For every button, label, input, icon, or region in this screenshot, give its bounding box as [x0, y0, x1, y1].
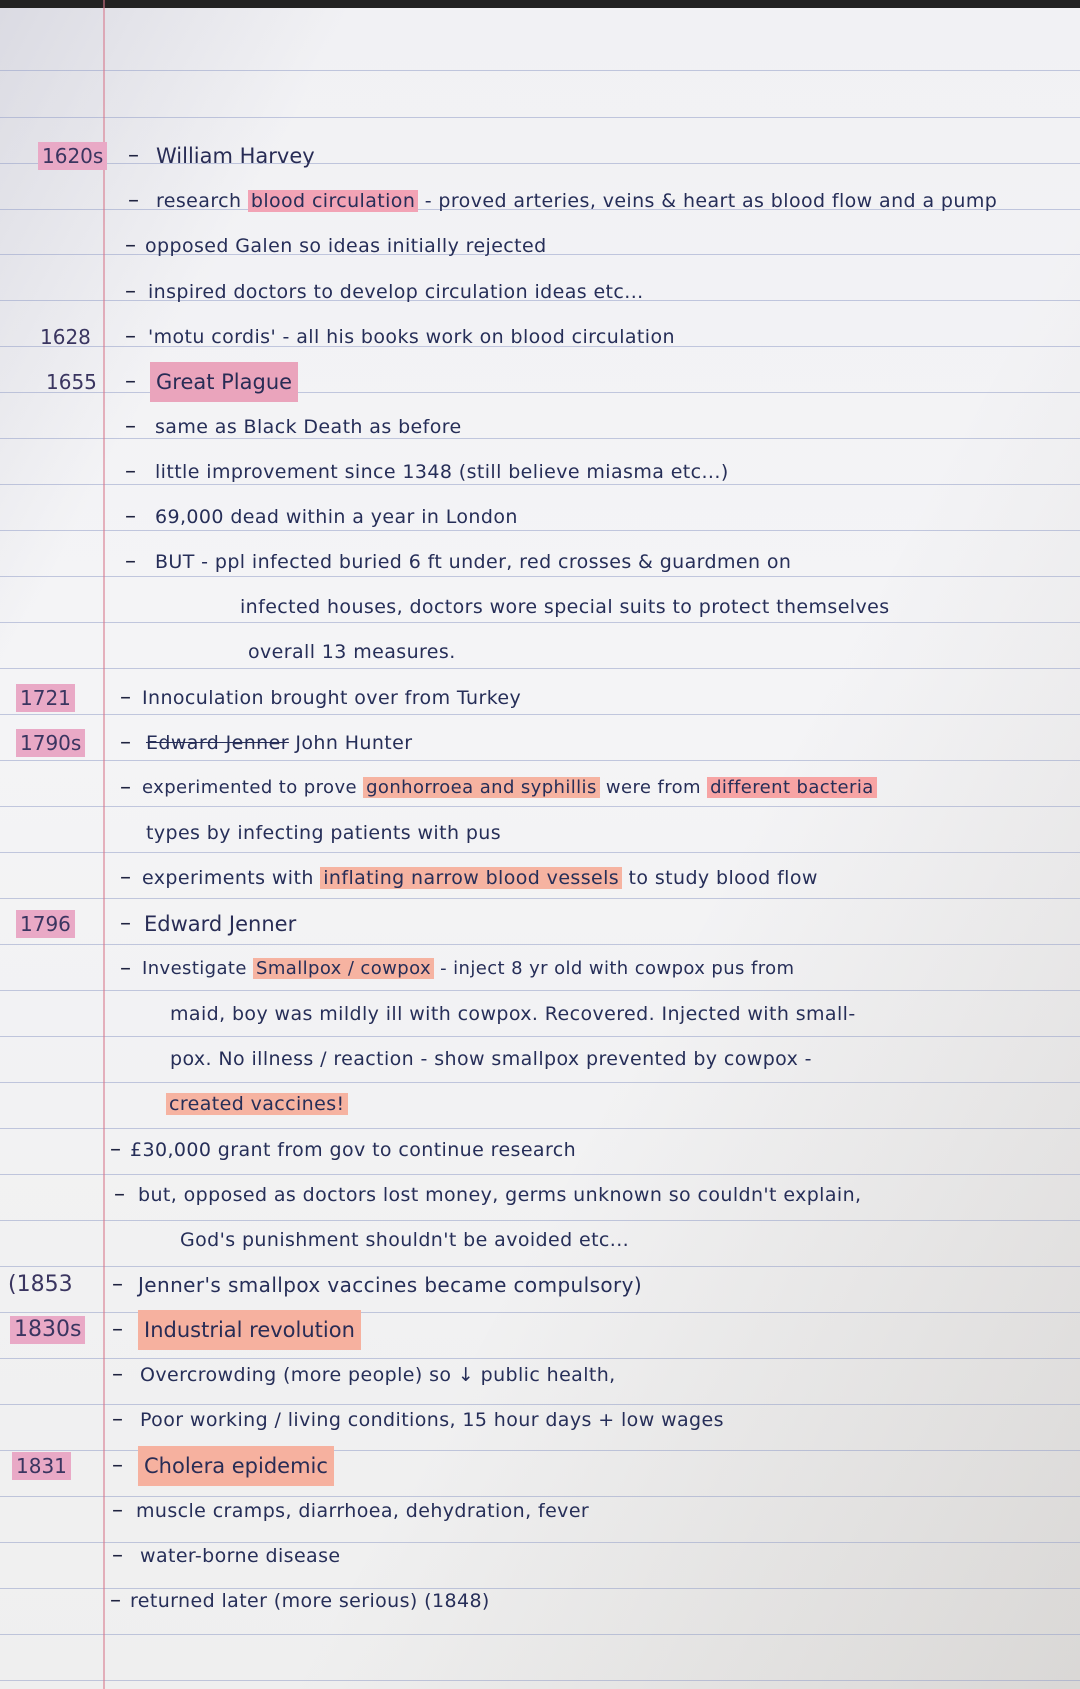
note-line: [0, 452, 1080, 492]
ruled-line: [0, 898, 1080, 899]
date-label: 1721: [16, 684, 75, 712]
note-line: [0, 678, 1080, 718]
bullet-dash: –: [120, 911, 131, 936]
note-text: pox. No illness / reaction - show smallpox prevented by cowpox -: [170, 1048, 812, 1070]
note-text: Poor working / living conditions, 15 hour days + low wages: [140, 1409, 724, 1431]
note-line: [0, 1310, 1080, 1350]
bullet-dash: –: [125, 279, 136, 304]
note-text: [146, 723, 412, 763]
bullet-dash: –: [125, 549, 136, 574]
note-text: £30,000 grant from gov to continue research: [130, 1139, 577, 1161]
date-label: 1831: [12, 1452, 71, 1480]
note-line: [0, 587, 1080, 627]
note-line: [0, 226, 1080, 266]
note-line: [0, 1220, 1080, 1260]
note-text-part: Investigate: [142, 958, 247, 979]
note-text: God's punishment shouldn't be avoided etc...: [180, 1229, 630, 1251]
note-text: [156, 181, 997, 221]
section-heading: Industrial revolution: [138, 1310, 361, 1350]
section-heading: Edward Jenner: [144, 912, 297, 936]
date-label: 1796: [16, 910, 75, 938]
note-line: [0, 1039, 1080, 1079]
bullet-dash: –: [128, 188, 139, 213]
note-line: [0, 858, 1080, 898]
note-text-part: to study blood flow: [628, 867, 818, 889]
note-text: maid, boy was mildly ill with cowpox. Recovered. Injected with small-: [170, 1003, 856, 1025]
bullet-dash: –: [110, 1588, 121, 1613]
note-text: BUT - ppl infected buried 6 ft under, red crosses & guardmen on: [155, 551, 792, 573]
bullet-dash: –: [114, 1182, 125, 1207]
date-label: 1628: [40, 325, 91, 349]
note-line: [0, 1355, 1080, 1395]
ruled-line: [0, 1082, 1080, 1083]
highlight: created vaccines!: [166, 1093, 348, 1115]
note-text: but, opposed as doctors lost money, germs unknown so couldn't explain,: [138, 1184, 862, 1206]
bullet-dash: –: [120, 775, 131, 800]
note-line: [0, 904, 1080, 944]
note-line: [0, 1581, 1080, 1621]
note-text: 69,000 dead within a year in London: [155, 506, 518, 528]
note-text-part: were from: [605, 777, 701, 798]
note-line: [0, 1446, 1080, 1486]
section-heading: Great Plague: [150, 362, 298, 402]
note-line: [0, 1491, 1080, 1531]
note-line: [0, 768, 1080, 808]
note-line: [0, 272, 1080, 312]
section-heading: Cholera epidemic: [138, 1446, 334, 1486]
section-heading: William Harvey: [156, 144, 315, 168]
bullet-dash: –: [112, 1453, 123, 1478]
highlight: gonhorroea and syphillis: [363, 777, 600, 798]
note-text: Innoculation brought over from Turkey: [142, 687, 522, 709]
highlight: Smallpox / cowpox: [253, 958, 434, 979]
note-text: infected houses, doctors wore special suits to protect themselves: [240, 596, 890, 618]
note-line: [0, 362, 1080, 402]
bullet-dash: –: [120, 865, 131, 890]
note-text: [166, 1084, 348, 1124]
struck-out-text: Edward Jenner: [146, 732, 289, 754]
highlight: different bacteria: [707, 777, 877, 798]
note-text: overall 13 measures.: [248, 641, 456, 663]
note-line: [0, 542, 1080, 582]
note-text: [142, 858, 818, 898]
note-text: 'motu cordis' - all his books work on blood circulation: [148, 326, 675, 348]
bullet-dash: –: [112, 1317, 123, 1342]
note-text-part: - inject 8 yr old with cowpox pus from: [440, 958, 795, 979]
highlight: blood circulation: [248, 190, 418, 212]
bullet-dash: –: [112, 1407, 123, 1432]
date-label: 1655: [46, 370, 97, 394]
bullet-dash: –: [120, 685, 131, 710]
note-text: same as Black Death as before: [155, 416, 462, 438]
note-text: opposed Galen so ideas initially rejected: [145, 235, 547, 257]
note-line: [0, 181, 1080, 221]
note-text: inspired doctors to develop circulation ideas etc...: [148, 281, 644, 303]
date-label: 1790s: [16, 729, 85, 757]
ruled-line: [0, 1634, 1080, 1635]
bullet-dash: –: [128, 143, 139, 168]
ruled-line: [0, 1128, 1080, 1129]
note-line: [0, 813, 1080, 853]
bullet-dash: –: [125, 504, 136, 529]
date-label: 1830s: [10, 1316, 85, 1344]
note-line: [0, 1130, 1080, 1170]
bullet-dash: –: [125, 414, 136, 439]
note-line: [0, 632, 1080, 672]
ruled-line: [0, 117, 1080, 118]
note-text: water-borne disease: [140, 1545, 341, 1567]
bullet-dash: –: [112, 1498, 123, 1523]
ruled-line: [0, 1680, 1080, 1681]
note-line: [0, 723, 1080, 763]
bullet-dash: –: [125, 369, 136, 394]
bullet-dash: –: [125, 324, 136, 349]
note-line: [0, 136, 1080, 176]
note-text-part: experiments with: [142, 867, 314, 889]
note-line: [0, 1400, 1080, 1440]
note-line: [0, 1536, 1080, 1576]
note-text: returned later (more serious) (1848): [130, 1590, 490, 1612]
bullet-dash: –: [125, 233, 136, 258]
note-text: Overcrowding (more people) so ↓ public health,: [140, 1364, 616, 1386]
section-heading: John Hunter: [295, 732, 413, 754]
date-label: (1853: [8, 1272, 73, 1297]
note-text-part: research: [156, 190, 242, 212]
note-text: little improvement since 1348 (still believe miasma etc...): [155, 461, 729, 483]
date-label: 1620s: [38, 142, 107, 170]
ruled-line: [0, 944, 1080, 945]
bullet-dash: –: [112, 1543, 123, 1568]
note-line: [0, 497, 1080, 537]
bullet-dash: –: [120, 956, 131, 981]
note-line: [0, 949, 1080, 989]
highlight: inflating narrow blood vessels: [320, 867, 622, 889]
ruled-line: [0, 1036, 1080, 1037]
note-line: [0, 317, 1080, 357]
note-text: Jenner's smallpox vaccines became compulsory): [138, 1273, 643, 1297]
bullet-dash: –: [112, 1272, 123, 1297]
note-line: [0, 407, 1080, 447]
page-top-edge: [0, 0, 1080, 8]
ruled-line: [0, 70, 1080, 71]
bullet-dash: –: [125, 459, 136, 484]
note-text-part: experimented to prove: [142, 777, 357, 798]
note-text: types by infecting patients with pus: [146, 822, 502, 844]
note-line: [0, 994, 1080, 1034]
note-text: muscle cramps, diarrhoea, dehydration, fever: [136, 1500, 590, 1522]
bullet-dash: –: [112, 1362, 123, 1387]
note-text-part: - proved arteries, veins & heart as blood flow and a pump: [424, 190, 998, 212]
note-line: [0, 1175, 1080, 1215]
note-line: [0, 1084, 1080, 1124]
note-line: [0, 1265, 1080, 1305]
bullet-dash: –: [110, 1137, 121, 1162]
bullet-dash: –: [120, 730, 131, 755]
ruled-line: [0, 990, 1080, 991]
note-text: [142, 949, 794, 989]
note-text: [142, 768, 877, 808]
